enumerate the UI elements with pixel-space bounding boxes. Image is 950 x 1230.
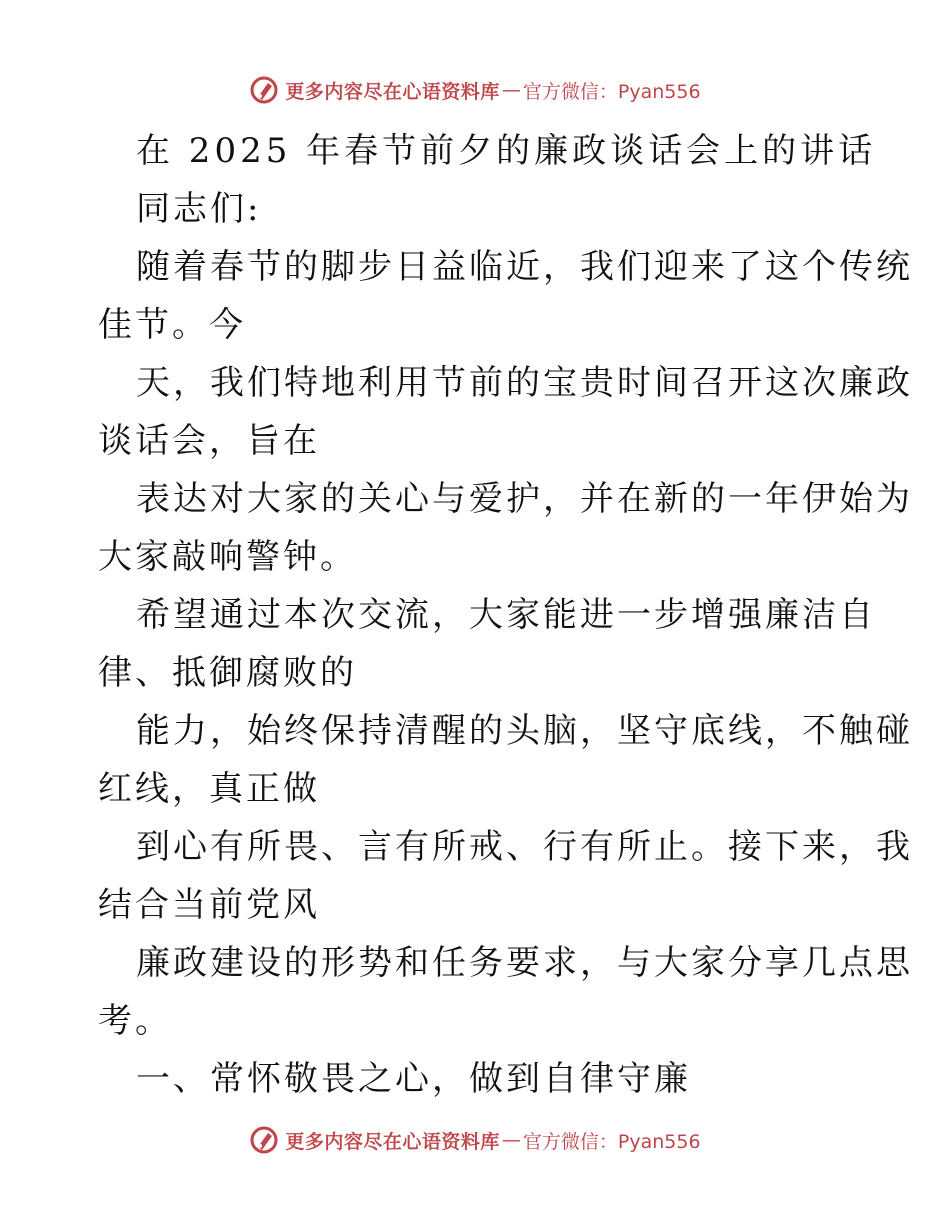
footer-watermark [0, 1120, 950, 1160]
pen-nib-circle-icon [249, 1125, 279, 1155]
paragraph-line: 谈话会，旨在 [98, 421, 320, 461]
document-body [98, 122, 913, 1108]
section-heading: 一、常怀敬畏之心，做到自律守廉 [136, 1059, 691, 1099]
paragraph-line: 随着春节的脚步日益临近，我们迎来了这个传统 [136, 247, 913, 287]
watermark-brand: 更多内容尽在心语资料库 [285, 80, 500, 103]
paragraph-line: 大家敲响警钟。 [98, 537, 357, 577]
paragraph-line: 能力，始终保持清醒的头脑，坚守底线，不触碰 [136, 711, 913, 751]
paragraph-line: 希望通过本次交流，大家能进一步增强廉洁自 [136, 595, 876, 635]
document-title: 在 2025 年春节前夕的廉政谈话会上的讲话 [136, 131, 877, 171]
paragraph-line: 红线，真正做 [98, 769, 320, 809]
paragraph-line: 到心有所畏、言有所戒、行有所止。接下来，我 [136, 827, 913, 867]
paragraph-line: 律、抵御腐败的 [98, 653, 357, 693]
paragraph-line: 表达对大家的关心与爱护，并在新的一年伊始为 [136, 479, 913, 519]
pen-nib-circle-icon [249, 75, 279, 105]
watermark-separator: — [501, 79, 521, 101]
watermark-separator: — [501, 1129, 521, 1151]
paragraph-line: 天，我们特地利用节前的宝贵时间召开这次廉政 [136, 363, 913, 403]
watermark-contact: 官方微信：Pyan556 [522, 1130, 701, 1153]
watermark-contact: 官方微信：Pyan556 [522, 80, 701, 103]
paragraph-line: 佳节。今 [98, 305, 246, 345]
header-watermark [0, 70, 950, 110]
paragraph-line: 廉政建设的形势和任务要求，与大家分享几点思 [136, 943, 913, 983]
watermark-brand: 更多内容尽在心语资料库 [285, 1130, 500, 1153]
salutation: 同志们: [136, 189, 262, 229]
paragraph-line: 结合当前党风 [98, 885, 320, 925]
paragraph-line: 考。 [98, 1001, 172, 1041]
